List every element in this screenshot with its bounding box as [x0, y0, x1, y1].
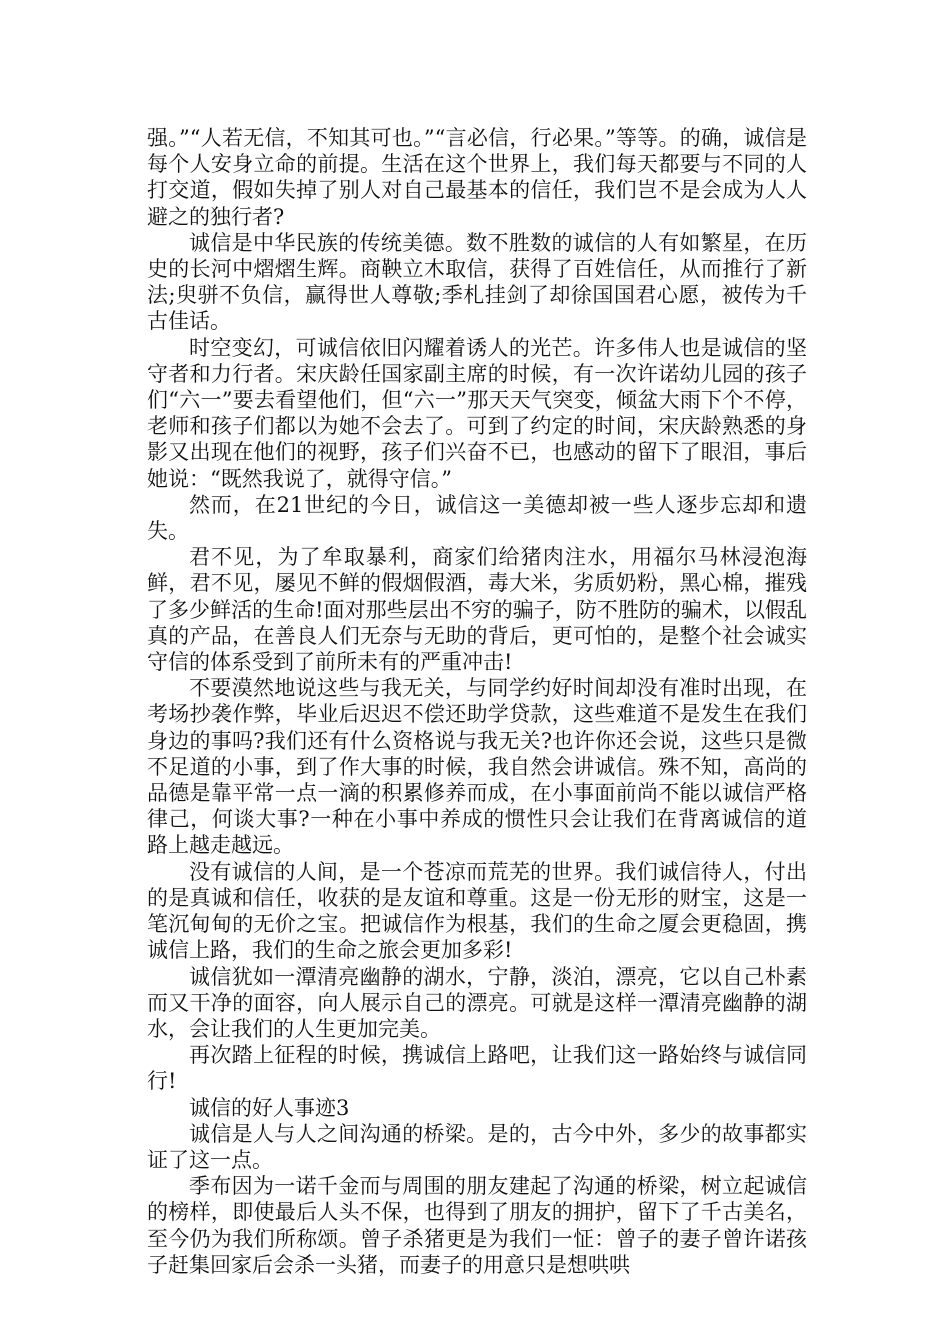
- paragraph-4: 然而，在21世纪的今日，诚信这一美德却被一些人逐步忘却和遗失。: [147, 492, 807, 544]
- paragraph-8: 诚信犹如一潭清亮幽静的湖水，宁静，淡泊，漂亮，它以自己朴素而又干净的面容，向人展示自己的漂亮。可就是这样一潭清亮幽静的湖水，会让我们的人生更加完美。: [147, 964, 807, 1041]
- paragraph-2: 诚信是中华民族的传统美德。数不胜数的诚信的人有如繁星，在历史的长河中熠熠生辉。商鞅立木取信，获得了百姓信任，从而推行了新法;臾骈不负信，赢得世人尊敬;季札挂剑了却徐国国君心愿，被传为千古佳话。: [147, 230, 807, 334]
- paragraph-3: 时空变幻，可诚信依旧闪耀着诱人的光芒。许多伟人也是诚信的坚守者和力行者。宋庆龄任国家副主席的时候，有一次许诺幼儿园的孩子们“六一”要去看望他们，但“六一”那天天气突变，倾盆大雨下个不停，老师和孩子们都以为她不会去了。可到了约定的时间，宋庆龄熟悉的身影又出现在他们的视野，孩子们兴奋不已，也感动的留下了眼泪，事后她说：“既然我说了，就得守信。”: [147, 335, 807, 491]
- paragraph-7: 没有诚信的人间，是一个苍凉而荒芜的世界。我们诚信待人，付出的是真诚和信任，收获的是友谊和尊重。这是一份无形的财宝，这是一笔沉甸甸的无价之宝。把诚信作为根基，我们的生命之厦会更稳固，携诚信上路，我们的生命之旅会更加多彩!: [147, 859, 807, 963]
- paragraph-1: 强。”“人若无信，不知其可也。”“言必信，行必果。”等等。的确，诚信是每个人安身立命的前提。生活在这个世界上，我们每天都要与不同的人打交道，假如失掉了别人对自己最基本的信任，我们岂不是会成为人人避之的独行者?: [147, 126, 807, 229]
- document-body: [147, 125, 807, 1278]
- paragraph-12: 季布因为一诺千金而与周围的朋友建起了沟通的桥梁，树立起诚信的榜样，即使最后人头不保，也得到了朋友的拥护，留下了千古美名，至今仍为我们所称颂。曾子杀猪更是为我们一怔：曾子的妻子曾许诺孩子赶集回家后会杀一头猪，而妻子的用意只是想哄哄: [147, 1174, 807, 1277]
- paragraph-11: 诚信是人与人之间沟通的桥梁。是的，古今中外，多少的故事都实证了这一点。: [147, 1121, 807, 1172]
- paragraph-9: 再次踏上征程的时候，携诚信上路吧，让我们这一路始终与诚信同行!: [147, 1043, 807, 1094]
- paragraph-6: 不要漠然地说这些与我无关，与同学约好时间却没有准时出现，在考场抄袭作弊，毕业后迟迟不偿还助学贷款，这些难道不是发生在我们身边的事吗?我们还有什么资格说与我无关?也许你还会说，这些只是微不足道的小事，到了作大事的时候，我自然会讲诚信。殊不知，高尚的品德是靠平常一点一滴的积累修养而成，在小事面前尚不能以诚信严格律己，何谈大事?一种在小事中养成的惯性只会让我们在背离诚信的道路上越走越远。: [147, 676, 807, 858]
- section-heading: 诚信的好人事迹3: [189, 1095, 350, 1120]
- paragraph-5: 君不见，为了牟取暴利，商家们给猪肉注水，用福尔马林浸泡海鲜，君不见，屡见不鲜的假烟假酒，毒大米，劣质奶粉，黑心棉，摧残了多少鲜活的生命!面对那些层出不穷的骗子，防不胜防的骗术，以假乱真的产品，在善良人们无奈与无助的背后，更可怕的，是整个社会诚实守信的体系受到了前所未有的严重冲击!: [147, 545, 807, 675]
